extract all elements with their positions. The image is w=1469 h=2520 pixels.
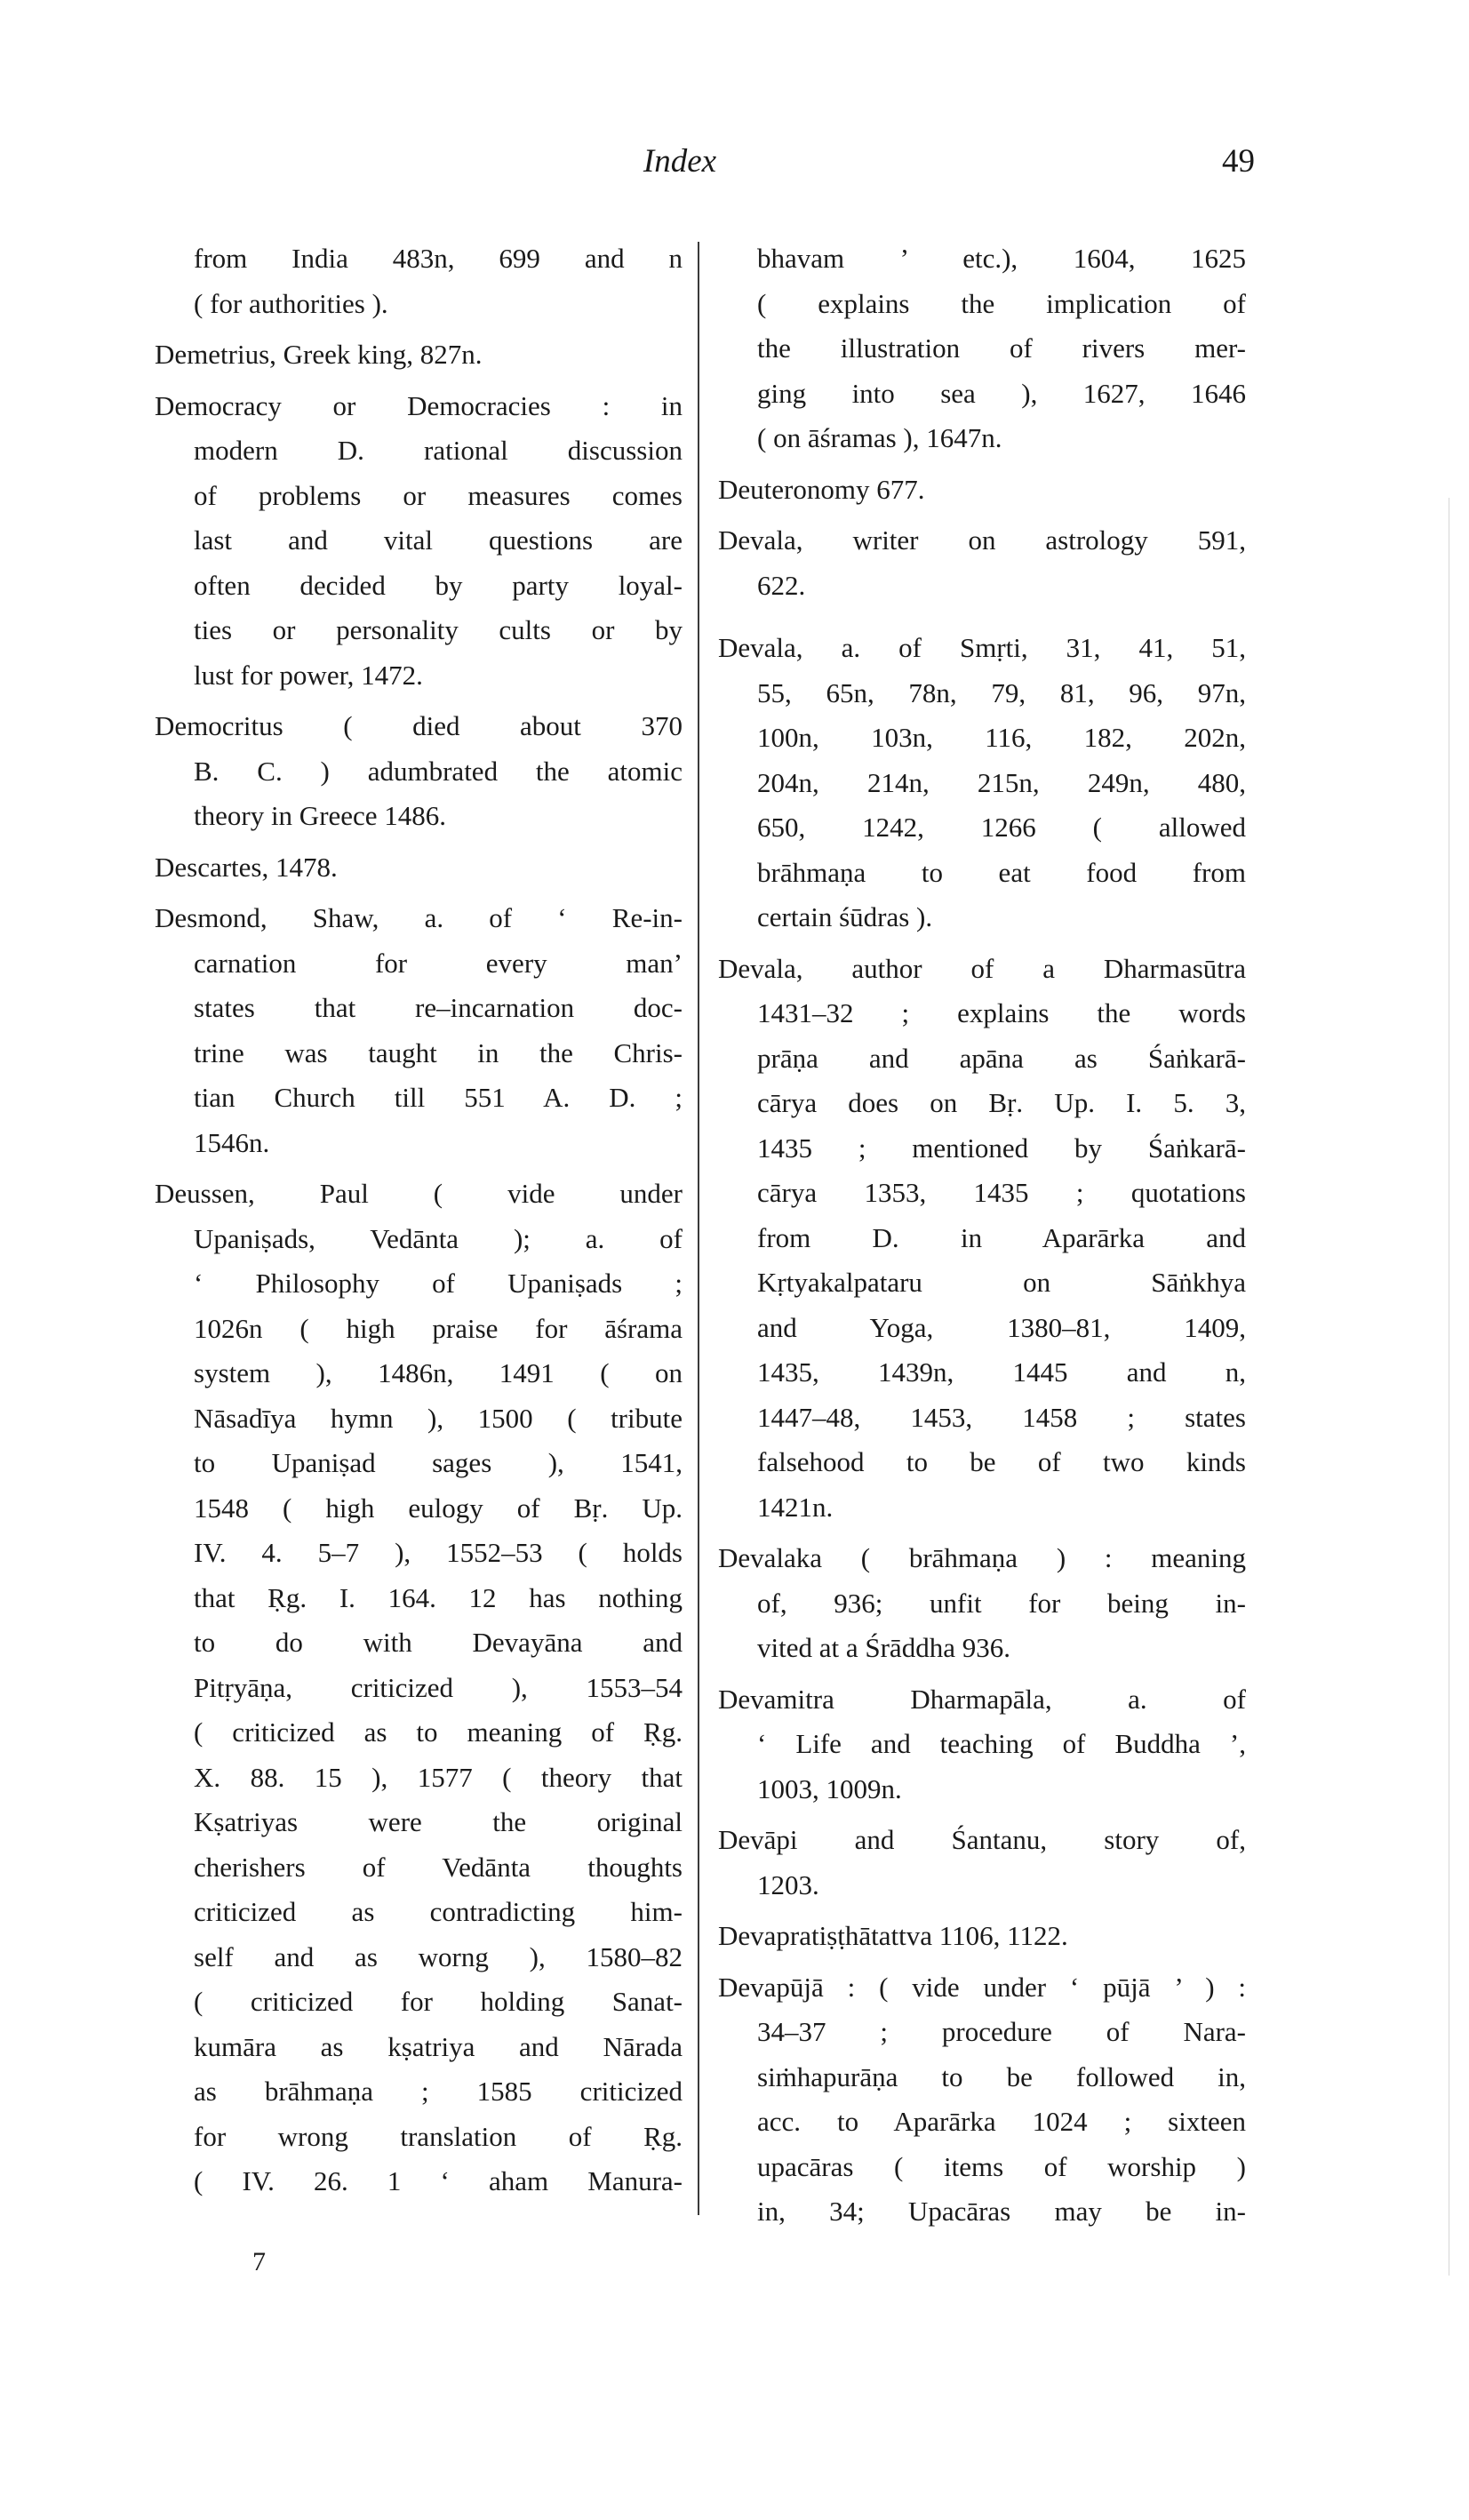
index-entry-heading-line: Devāpi and Śantanu, story of, xyxy=(718,1824,1246,1855)
index-entry-line: 1548 ( high eulogy of Bṛ. Up. xyxy=(194,1492,683,1524)
index-entry xyxy=(718,626,1246,940)
index-entry-line: modern D. rational discussion xyxy=(194,435,683,466)
index-entry-line: ‘ Life and teaching of Buddha ’, xyxy=(757,1728,1246,1759)
index-entry-line: that Ṛg. I. 164. 12 has nothing xyxy=(194,1581,683,1613)
index-entry-line: vited at a Śrāddha 936. xyxy=(757,1632,1010,1663)
index-entry-line: the illustration of rivers mer- xyxy=(757,332,1246,364)
index-entry-line: ‘ Philosophy of Upaniṣads ; xyxy=(194,1268,683,1299)
index-entry-line: 1546n. xyxy=(194,1126,270,1158)
index-entry xyxy=(718,518,1246,608)
index-entry xyxy=(718,468,1246,513)
index-entry-line: Nāsadīya hymn ), 1500 ( tribute xyxy=(194,1402,683,1434)
index-entry xyxy=(155,704,683,839)
index-entry-line: falsehood to be of two kinds xyxy=(757,1446,1246,1477)
index-entry xyxy=(718,1914,1246,1959)
index-entry-heading-line: Devala, a. of Smṛti, 31, 41, 51, xyxy=(718,632,1246,663)
index-entry-line: 1003, 1009n. xyxy=(757,1772,902,1804)
index-entry xyxy=(155,1172,683,2204)
index-entry-line: 1421n. xyxy=(757,1491,834,1523)
index-entry xyxy=(155,236,683,326)
index-entry-line: siṁhapurāṇa to be followed in, xyxy=(757,2060,1246,2092)
index-entry-heading-line: Descartes, 1478. xyxy=(155,851,338,883)
index-entry xyxy=(718,1818,1246,1908)
index-entry-line: self and as worng ), 1580–82 xyxy=(194,1940,683,1972)
index-entry-heading-line: Devala, writer on astrology 591, xyxy=(718,524,1246,556)
index-entry-line: Upaniṣads, Vedānta ); a. of xyxy=(194,1222,683,1254)
index-entry-line: theory in Greece 1486. xyxy=(194,800,447,831)
index-entry-line: 1435 ; mentioned by Śaṅkarā- xyxy=(757,1132,1246,1164)
index-entry-line: in, 34; Upacāras may be in- xyxy=(757,2196,1246,2227)
index-entry-heading-line: Democritus ( died about 370 xyxy=(155,710,683,741)
index-entry-line: 100n, 103n, 116, 182, 202n, xyxy=(757,722,1246,753)
index-entry-line: kumāra as kṣatriya and Nārada xyxy=(194,2030,683,2062)
index-entry-line: certain śūdras ). xyxy=(757,901,933,932)
column-divider xyxy=(698,242,699,2215)
index-entry-line: last and vital questions are xyxy=(194,524,683,556)
index-entry-line: for wrong translation of Ṛg. xyxy=(194,2120,683,2152)
index-entry-line: to do with Devayāna and xyxy=(194,1627,683,1658)
index-entry-line: carnation for every man’ xyxy=(194,947,683,979)
index-column-left xyxy=(155,236,683,2211)
running-title: Index xyxy=(643,143,717,180)
index-entry-line: brāhmaṇa to eat food from xyxy=(757,856,1246,888)
index-entry-line: 204n, 214n, 215n, 249n, 480, xyxy=(757,766,1246,798)
index-column-right xyxy=(718,236,1246,2241)
index-entry-heading-line: Devalaka ( brāhmaṇa ) : meaning xyxy=(718,1542,1246,1573)
index-entry-line: bhavam ’ etc.), 1604, 1625 xyxy=(757,243,1246,274)
index-entry-heading-line: Devamitra Dharmapāla, a. of xyxy=(718,1683,1246,1715)
index-entry-line: trine was taught in the Chris- xyxy=(194,1036,683,1068)
index-entry-line: ( for authorities ). xyxy=(194,287,388,319)
index-entry-line: X. 88. 15 ), 1577 ( theory that xyxy=(194,1761,683,1793)
index-entry-line: upacāras ( items of worship ) xyxy=(757,2150,1246,2182)
index-entry-line: of, 936; unfit for being in- xyxy=(757,1587,1246,1619)
index-entry-line: from India 483n, 699 and n xyxy=(194,243,683,274)
page-number: 49 xyxy=(1222,143,1255,180)
index-entry-line: and Yoga, 1380–81, 1409, xyxy=(757,1311,1246,1343)
index-entry-line: 1431–32 ; explains the words xyxy=(757,997,1246,1028)
index-entry-line: IV. 4. 5–7 ), 1552–53 ( holds xyxy=(194,1537,683,1568)
index-entry-line: cherishers of Vedānta thoughts xyxy=(194,1851,683,1883)
index-entry-line: lust for power, 1472. xyxy=(194,659,423,691)
index-entry-line: ( IV. 26. 1 ‘ aham Manura- xyxy=(194,2165,683,2196)
index-entry-line: Kṛtyakalpataru on Sāṅkhya xyxy=(757,1267,1246,1298)
index-entry-line: cārya does on Bṛ. Up. I. 5. 3, xyxy=(757,1087,1246,1118)
index-entry-line: ging into sea ), 1627, 1646 xyxy=(757,377,1246,409)
index-entry-line: ties or personality cults or by xyxy=(194,614,683,645)
index-entry xyxy=(155,845,683,891)
index-entry-line: 55, 65n, 78n, 79, 81, 96, 97n, xyxy=(757,676,1246,708)
index-entry-line: ( on āśramas ), 1647n. xyxy=(757,422,1002,453)
index-entry-line: tian Church till 551 A. D. ; xyxy=(194,1082,683,1113)
index-entry-line: as brāhmaṇa ; 1585 criticized xyxy=(194,2076,683,2107)
index-entry-line: ( explains the implication of xyxy=(757,287,1246,319)
index-entry-line: 650, 1242, 1266 ( allowed xyxy=(757,812,1246,843)
index-entry-line: ( criticized for holding Sanat- xyxy=(194,1986,683,2017)
index-entry-heading-line: Democracy or Democracies : in xyxy=(155,389,683,421)
index-entry xyxy=(155,896,683,1165)
index-entry-heading-line: Demetrius, Greek king, 827n. xyxy=(155,339,483,370)
index-entry-line: system ), 1486n, 1491 ( on xyxy=(194,1357,683,1388)
index-entry-line: cārya 1353, 1435 ; quotations xyxy=(757,1177,1246,1208)
index-entry-heading-line: Devala, author of a Dharmasūtra xyxy=(718,952,1246,984)
index-entry xyxy=(155,384,683,699)
index-entry-line: of problems or measures comes xyxy=(194,479,683,511)
index-entry xyxy=(718,236,1246,461)
index-entry-line: 1026n ( high praise for āśrama xyxy=(194,1312,683,1344)
index-entry xyxy=(155,332,683,378)
index-entry-line: Kṣatriyas were the original xyxy=(194,1806,683,1837)
index-entry xyxy=(718,1536,1246,1671)
index-entry-line: 1203. xyxy=(757,1868,819,1900)
index-entry-line: criticized as contradicting him- xyxy=(194,1896,683,1927)
index-entry-line: 34–37 ; procedure of Nara- xyxy=(757,2016,1246,2047)
index-entry-heading-line: Desmond, Shaw, a. of ‘ Re-in- xyxy=(155,902,683,933)
index-entry-line: 622. xyxy=(757,569,806,601)
signature-mark: 7 xyxy=(252,2247,266,2276)
index-entry-heading-line: Deuteronomy 677. xyxy=(718,473,925,505)
index-entry-line: to Upaniṣad sages ), 1541, xyxy=(194,1447,683,1478)
index-entry-heading-line: Devapūjā : ( vide under ‘ pūjā ’ ) : xyxy=(718,1971,1246,2003)
index-entry-line: often decided by party loyal- xyxy=(194,569,683,601)
index-entry xyxy=(718,1677,1246,1812)
index-entry-line: Pitṛyāṇa, criticized ), 1553–54 xyxy=(194,1671,683,1703)
index-entry xyxy=(718,947,1246,1531)
index-entry-line: states that re–incarnation doc- xyxy=(194,992,683,1023)
index-entry-line: 1447–48, 1453, 1458 ; states xyxy=(757,1401,1246,1433)
index-entry-line: 1435, 1439n, 1445 and n, xyxy=(757,1356,1246,1388)
index-entry xyxy=(718,1965,1246,2235)
index-entry-line: prāṇa and apāna as Śaṅkarā- xyxy=(757,1042,1246,1074)
index-entry-heading-line: Deussen, Paul ( vide under xyxy=(155,1178,683,1209)
index-entry-line: acc. to Aparārka 1024 ; sixteen xyxy=(757,2106,1246,2137)
index-entry-heading-line: Devapratiṣṭhātattva 1106, 1122. xyxy=(718,1920,1068,1951)
index-entry-line: from D. in Aparārka and xyxy=(757,1221,1246,1253)
index-entry-line: ( criticized as to meaning of Ṛg. xyxy=(194,1716,683,1748)
index-entry-line: B. C. ) adumbrated the atomic xyxy=(194,755,683,787)
